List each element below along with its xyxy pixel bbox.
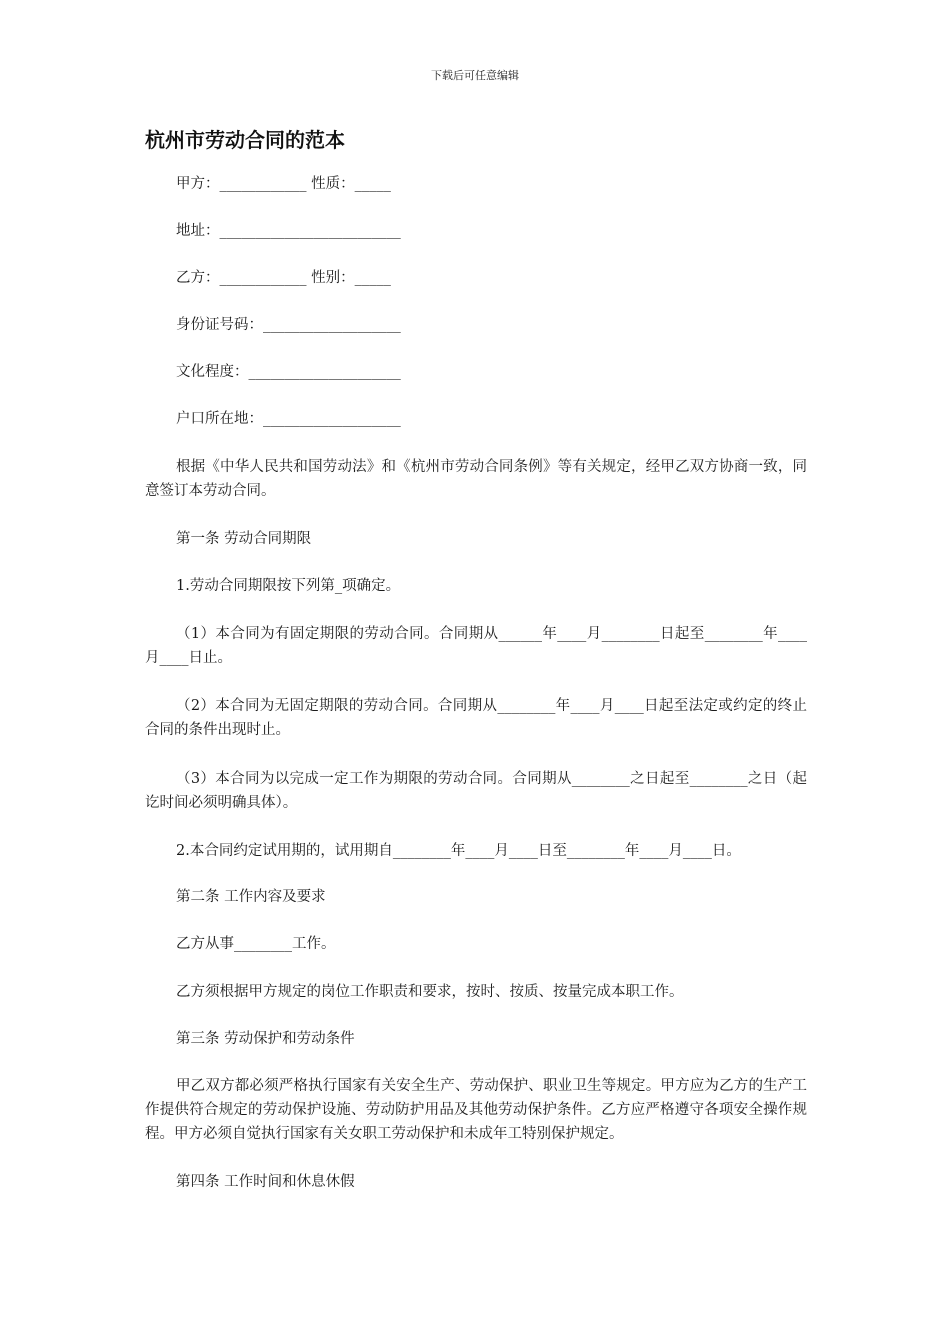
field-address: 地址：_________________________ xyxy=(176,223,401,239)
field-education: 文化程度：_____________________ xyxy=(176,364,401,380)
article-3-heading: 第三条 劳动保护和劳动条件 xyxy=(176,1031,355,1047)
article-2-paragraph-2: 乙方须根据甲方规定的岗位工作职责和要求，按时、按质、按量完成本职工作。 xyxy=(176,984,684,1000)
field-id-number: 身份证号码：___________________ xyxy=(176,317,401,333)
article-2-paragraph-1: 乙方从事________工作。 xyxy=(176,936,336,952)
article-1-heading: 第一条 劳动合同期限 xyxy=(176,531,312,547)
article-1-option-3: （3）本合同为以完成一定工作为期限的劳动合同。合同期从________之日起至________之日（起讫时间必须明确具体）。 xyxy=(145,771,807,811)
article-1-item-1: 1.劳动合同期限按下列第_项确定。 xyxy=(176,578,401,594)
article-1-item-2: 2.本合同约定试用期的，试用期自________年____月____日至________年____月____日。 xyxy=(176,843,741,859)
field-party-a: 甲方：____________ 性质：_____ xyxy=(176,176,391,192)
document-title: 杭州市劳动合同的范本 xyxy=(145,128,345,152)
article-4-heading: 第四条 工作时间和休息休假 xyxy=(176,1174,355,1190)
article-3-paragraph-1: 甲乙双方都必须严格执行国家有关安全生产、劳动保护、职业卫生等规定。甲方应为乙方的生产工作提供符合规定的劳动保护设施、劳动防护用品及其他劳动保护条件。乙方应严格遵守各项安全操作规程。甲方必须自觉执行国家有关女职工劳动保护和未成年工特别保护规定。 xyxy=(145,1078,807,1142)
field-residence: 户口所在地：___________________ xyxy=(176,411,401,427)
preamble-paragraph: 根据《中华人民共和国劳动法》和《杭州市劳动合同条例》等有关规定，经甲乙双方协商一致，同意签订本劳动合同。 xyxy=(145,459,807,499)
header-note: 下载后可任意编辑 xyxy=(431,69,519,82)
article-1-option-1: （1）本合同为有固定期限的劳动合同。合同期从______年____月________日起至________年____月____日止。 xyxy=(145,626,807,666)
field-party-b: 乙方：____________ 性别：_____ xyxy=(176,270,391,286)
article-2-heading: 第二条 工作内容及要求 xyxy=(176,889,326,905)
article-1-option-2: （2）本合同为无固定期限的劳动合同。合同期从________年____月____日起至法定或约定的终止合同的条件出现时止。 xyxy=(145,698,807,738)
